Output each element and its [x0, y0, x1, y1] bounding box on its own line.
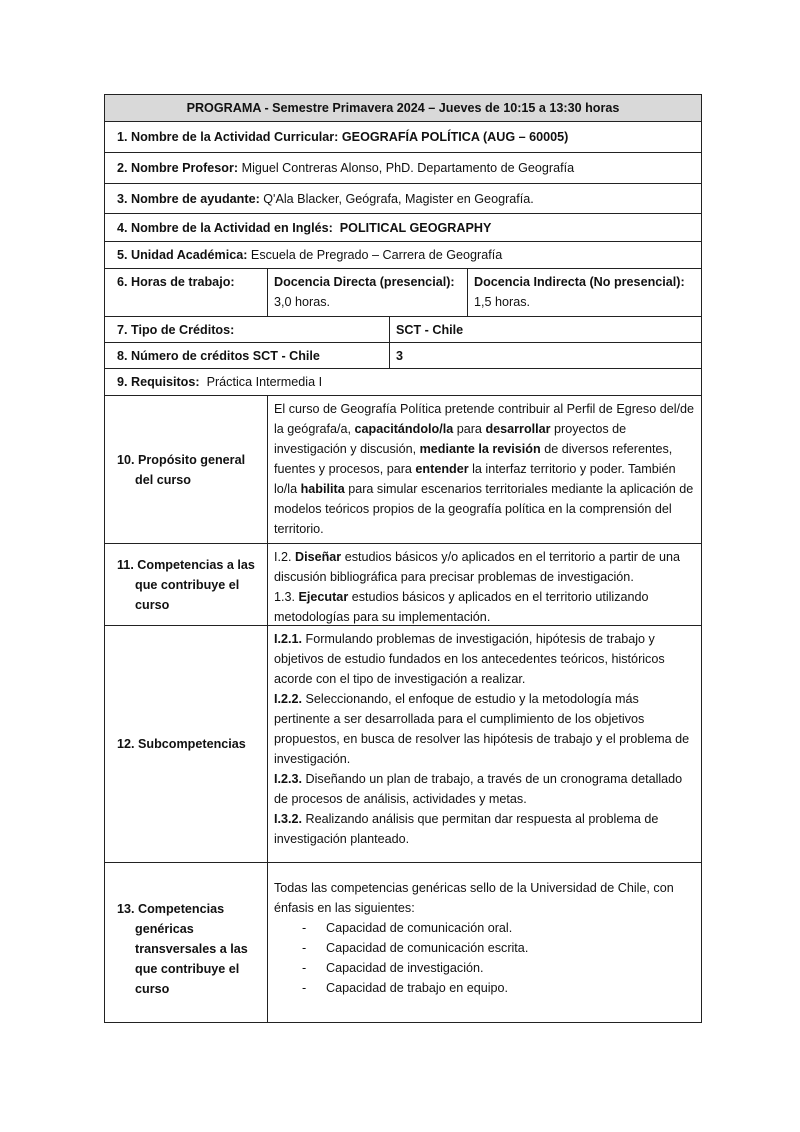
text: la interfaz territorio y poder. También lo/la: [274, 462, 676, 496]
bold-text: Ejecutar: [298, 590, 349, 604]
row-requirements: [104, 368, 702, 396]
row-subcompetencies-value: [267, 625, 702, 863]
indirect-teaching-cell: [467, 268, 702, 317]
row-purpose-value: [267, 395, 702, 544]
list-item: - Capacidad de investigación.: [302, 958, 695, 978]
row-competencies-label: [104, 543, 268, 626]
text: I.2.: [274, 550, 295, 564]
row-value: SCT - Chile: [396, 323, 464, 337]
bold-text: capacitándolo/la: [354, 422, 454, 436]
bold-text: habilita: [300, 482, 345, 496]
row-label: 10. Propósito general del curso: [117, 452, 246, 487]
indirect-teaching-label: Docencia Indirecta (No presencial):: [474, 275, 685, 289]
row-label: 8. Número de créditos SCT - Chile: [117, 349, 320, 363]
text: 1.3.: [274, 590, 299, 604]
direct-teaching-value: 3,0 horas.: [274, 295, 331, 309]
text: para: [453, 422, 486, 436]
text: proyectos de investigación y discusión,: [274, 422, 627, 456]
text: de diversos referentes, fuentes y procesos, para: [274, 442, 673, 476]
direct-teaching-cell: [267, 268, 468, 317]
row-value: Escuela de Pregrado – Carrera de Geografía: [250, 248, 503, 262]
row-label: 9. Requisitos:: [117, 375, 200, 389]
paragraph: [274, 399, 695, 539]
row-academic-unit: [104, 241, 702, 269]
row-credits-label: [104, 342, 390, 369]
text: Diseñando un plan de trabajo, a través de un cronograma detallado de procesos de análisis, actividades y metas.: [274, 772, 683, 806]
text: estudios básicos y/o aplicados en el territorio a partir de una discusión bibliográfica para precisar problemas de investigación.: [274, 550, 681, 584]
text: Seleccionando, el enfoque de estudio y la metodología más pertinente a ser desarrollada para el cumplimiento de los objetivos propuestos, en busca de resolver las hipótesis de trabajo y el problema de investigación.: [274, 692, 690, 766]
row-label: 1. Nombre de la Actividad Curricular:: [117, 130, 339, 144]
bold-text: desarrollar: [485, 422, 551, 436]
row-credit-type-value: [389, 316, 702, 343]
generic-competencies-list: [274, 918, 695, 998]
bold-text: I.2.2.: [274, 692, 303, 706]
row-label: 2. Nombre Profesor:: [117, 161, 239, 175]
list-item: - Capacidad de comunicación oral.: [302, 918, 695, 938]
row-label: 12. Subcompetencias: [117, 737, 246, 751]
paragraph: [274, 809, 695, 849]
row-label: 3. Nombre de ayudante:: [117, 192, 260, 206]
row-activity-name: [104, 121, 702, 153]
row-value: 3: [396, 349, 404, 363]
indirect-teaching-value: 1,5 horas.: [474, 295, 531, 309]
paragraph: [274, 629, 695, 689]
row-label: 6. Horas de trabajo:: [117, 275, 235, 289]
row-professor: [104, 152, 702, 184]
list-item: - Capacidad de trabajo en equipo.: [302, 978, 695, 998]
row-generic-competencies-value: [267, 862, 702, 1023]
text: para simular escenarios territoriales mediante la aplicación de modelos teóricos propios de la geografía política en la comprensión del territorio.: [274, 482, 694, 536]
table-header: PROGRAMA - Semestre Primavera 2024 – Jueves de 10:15 a 13:30 horas: [104, 94, 702, 122]
paragraph: [274, 587, 695, 626]
list-item: - Capacidad de comunicación escrita.: [302, 938, 695, 958]
row-work-hours-label: [104, 268, 268, 317]
row-credits-value: [389, 342, 702, 369]
row-value: Práctica Intermedia I: [206, 375, 323, 389]
bold-text: I.2.3.: [274, 772, 303, 786]
direct-teaching-label: Docencia Directa (presencial):: [274, 275, 455, 289]
row-assistant: [104, 183, 702, 214]
row-credit-type-label: [104, 316, 390, 343]
row-value: GEOGRAFÍA POLÍTICA (AUG – 60005): [341, 130, 569, 144]
bold-text: mediante la revisión: [419, 442, 541, 456]
row-label: 7. Tipo de Créditos:: [117, 323, 235, 337]
bold-text: entender: [415, 462, 469, 476]
text: Formulando problemas de investigación, hipótesis de trabajo y objetivos de estudio fundados en los antecedentes teóricos, históricos acorde con el tipo de investigación a realizar.: [274, 632, 665, 686]
row-english-name: [104, 213, 702, 242]
generic-competencies-intro: Todas las competencias genéricas sello de la Universidad de Chile, con énfasis en las siguientes:: [274, 881, 674, 915]
paragraph: [274, 689, 695, 769]
row-purpose-label: [104, 395, 268, 544]
row-value: POLITICAL GEOGRAPHY: [339, 221, 492, 235]
row-value: Miguel Contreras Alonso, PhD. Departamento de Geografía: [241, 161, 575, 175]
paragraph: [274, 547, 695, 587]
row-label: 5. Unidad Académica:: [117, 248, 248, 262]
text: El curso de Geografía Política pretende contribuir al Perfil de Egreso del/de la geógrafa/a,: [274, 402, 695, 436]
text: estudios básicos y aplicados en el territorio utilizando metodologías para su implementación.: [274, 590, 649, 624]
bold-text: I.3.2.: [274, 812, 303, 826]
bold-text: I.2.1.: [274, 632, 303, 646]
text: Realizando análisis que permitan dar respuesta al problema de investigación planteado.: [274, 812, 659, 846]
row-label: 11. Competencias a las que contribuye el curso: [117, 557, 255, 612]
row-value: Q'Ala Blacker, Geógrafa, Magister en Geografía.: [263, 192, 534, 206]
row-label: 13. Competencias genéricas transversales a las que contribuye el curso: [117, 902, 248, 996]
row-subcompetencies-label: [104, 625, 268, 863]
row-label: 4. Nombre de la Actividad en Inglés:: [117, 221, 333, 235]
row-generic-competencies-label: [104, 862, 268, 1023]
bold-text: Diseñar: [295, 550, 342, 564]
paragraph: [274, 769, 695, 809]
row-competencies-value: [267, 543, 702, 626]
